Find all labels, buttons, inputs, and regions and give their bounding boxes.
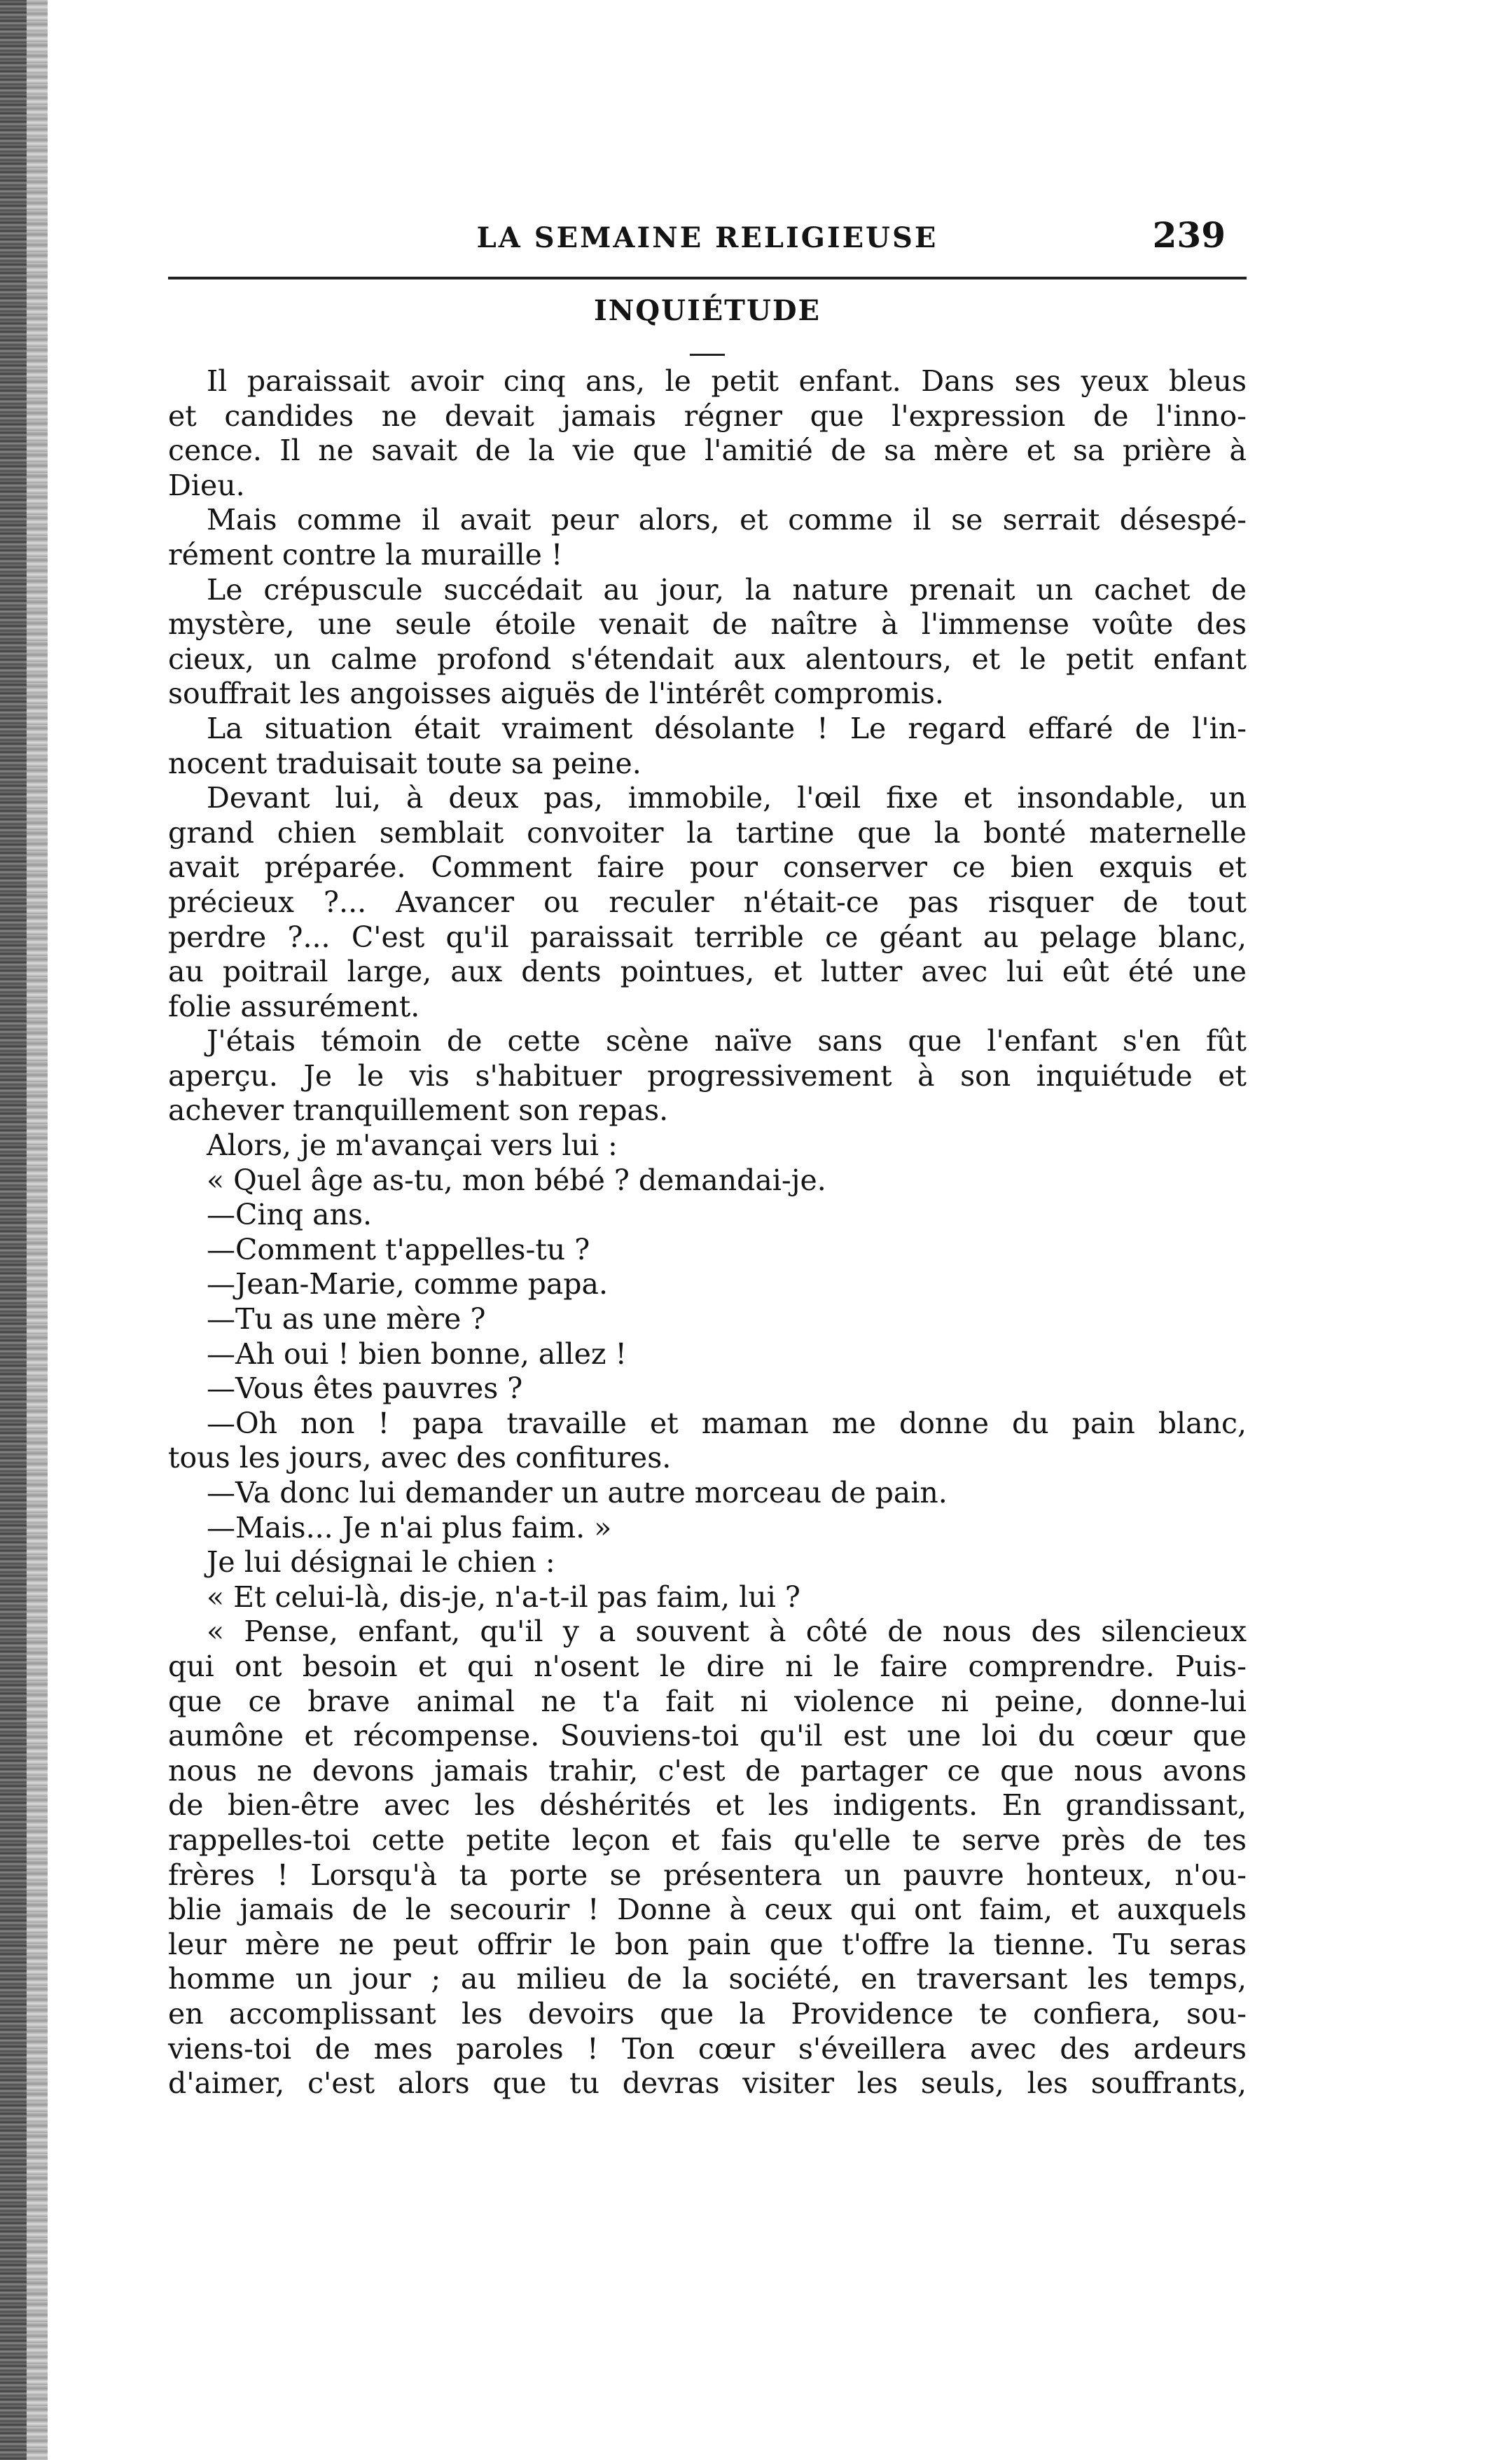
text-line: J'étais témoin de cette scène naïve sans que l'enfant s'en fût xyxy=(207,1024,1247,1058)
article-body xyxy=(168,364,1247,2101)
text-line: « Et celui-là, dis-je, n'a-t-il pas faim, lui ? xyxy=(207,1580,800,1614)
book-binding-shadow xyxy=(27,0,48,2460)
text-line: folie assurément. xyxy=(168,989,420,1023)
header-rule xyxy=(168,277,1247,279)
text-line: homme un jour ; au milieu de la société, en traversant les temps, xyxy=(168,1962,1247,1996)
text-line: grand chien semblait convoiter la tartine que la bonté maternelle xyxy=(168,815,1247,850)
book-binding-edge xyxy=(0,0,27,2460)
text-line: rément contre la muraille ! xyxy=(168,537,563,572)
text-line: —Ah oui ! bien bonne, allez ! xyxy=(207,1336,627,1371)
text-line: Le crépuscule succédait au jour, la nature prenait un cachet de xyxy=(207,572,1247,607)
text-line: —Comment t'appelles-tu ? xyxy=(207,1232,590,1266)
text-line: en accomplissant les devoirs que la Providence te confiera, sou- xyxy=(168,1996,1247,2031)
text-line: mystère, une seule étoile venait de naître à l'immense voûte des xyxy=(168,607,1247,642)
text-line: aperçu. Je le vis s'habituer progressivement à son inquiétude et xyxy=(168,1058,1247,1093)
text-line: « Quel âge as-tu, mon bébé ? demandai-je. xyxy=(207,1163,826,1197)
text-line: aumône et récompense. Souviens-toi qu'il est une loi du cœur que xyxy=(168,1719,1247,1753)
text-line: Dieu. xyxy=(168,468,245,502)
text-line: viens-toi de mes paroles ! Ton cœur s'éveillera avec des ardeurs xyxy=(168,2031,1247,2066)
text-line: leur mère ne peut offrir le bon pain que t'offre la tienne. Tu seras xyxy=(168,1927,1247,1961)
text-line: avait préparée. Comment faire pour conserver ce bien exquis et xyxy=(168,850,1247,885)
text-line: que ce brave animal ne t'a fait ni violence ni peine, donne-lui xyxy=(168,1684,1247,1718)
text-line: tous les jours, avec des confitures. xyxy=(168,1441,672,1475)
text-line: —Oh non ! papa travaille et maman me donne du pain blanc, xyxy=(207,1406,1247,1440)
text-line: —Va donc lui demander un autre morceau de pain. xyxy=(207,1476,948,1509)
text-line: Je lui désignai le chien : xyxy=(207,1545,555,1580)
text-line: nocent traduisait toute sa peine. xyxy=(168,746,641,780)
text-line: nous ne devons jamais trahir, c'est de partager ce que nous avons xyxy=(168,1753,1247,1788)
page-number: 239 xyxy=(1152,214,1226,256)
text-line: La situation était vraiment désolante ! Le regard effaré de l'in- xyxy=(207,711,1247,745)
text-line: frères ! Lorsqu'à ta porte se présentera un pauvre honteux, n'ou- xyxy=(168,1858,1247,1892)
text-line: perdre ?... C'est qu'il paraissait terrible ce géant au pelage blanc, xyxy=(168,920,1247,954)
text-line: cence. Il ne savait de la vie que l'amitié de sa mère et sa prière à xyxy=(168,434,1247,468)
text-line: rappelles-toi cette petite leçon et fais qu'elle te serve près de tes xyxy=(168,1823,1247,1857)
running-title: LA SEMAINE RELIGIEUSE xyxy=(476,221,938,254)
text-line: et candides ne devait jamais régner que l'expression de l'inno- xyxy=(168,399,1247,433)
text-line: d'aimer, c'est alors que tu devras visiter les seuls, les souffrants, xyxy=(168,2066,1247,2101)
text-line: Devant lui, à deux pas, immobile, l'œil fixe et insondable, un xyxy=(207,781,1247,815)
text-line: au poitrail large, aux dents pointues, et lutter avec lui eût été une xyxy=(168,955,1247,989)
text-line: « Pense, enfant, qu'il y a souvent à côté de nous des silencieux xyxy=(207,1615,1247,1649)
text-line: qui ont besoin et qui n'osent le dire ni le faire comprendre. Puis- xyxy=(168,1649,1247,1683)
text-line: —Jean-Marie, comme papa. xyxy=(207,1267,608,1301)
title-rule xyxy=(690,354,725,356)
text-line: Mais comme il avait peur alors, et comme il se serrait désespé- xyxy=(207,503,1247,537)
text-line: blie jamais de le secourir ! Donne à ceux qui ont faim, et auxquels xyxy=(168,1893,1247,1927)
text-line: cieux, un calme profond s'étendait aux alentours, et le petit enfant xyxy=(168,642,1247,676)
text-line: de bien-être avec les déshérités et les indigents. En grandissant, xyxy=(168,1788,1247,1823)
text-line: Alors, je m'avançai vers lui : xyxy=(207,1128,618,1163)
text-line: achever tranquillement son repas. xyxy=(168,1093,669,1128)
text-line: —Vous êtes pauvres ? xyxy=(207,1371,523,1406)
text-line: —Tu as une mère ? xyxy=(207,1302,486,1336)
text-line: Il paraissait avoir cinq ans, le petit enfant. Dans ses yeux bleus xyxy=(207,364,1247,398)
article-title: INQUIÉTUDE xyxy=(593,294,821,327)
text-line: —Mais... Je n'ai plus faim. » xyxy=(207,1510,612,1545)
text-line: souffrait les angoisses aiguës de l'intérêt compromis. xyxy=(168,677,944,711)
text-line: précieux ?... Avancer ou reculer n'était-ce pas risquer de tout xyxy=(168,885,1247,919)
text-line: —Cinq ans. xyxy=(207,1198,373,1232)
page-header xyxy=(168,209,1247,265)
